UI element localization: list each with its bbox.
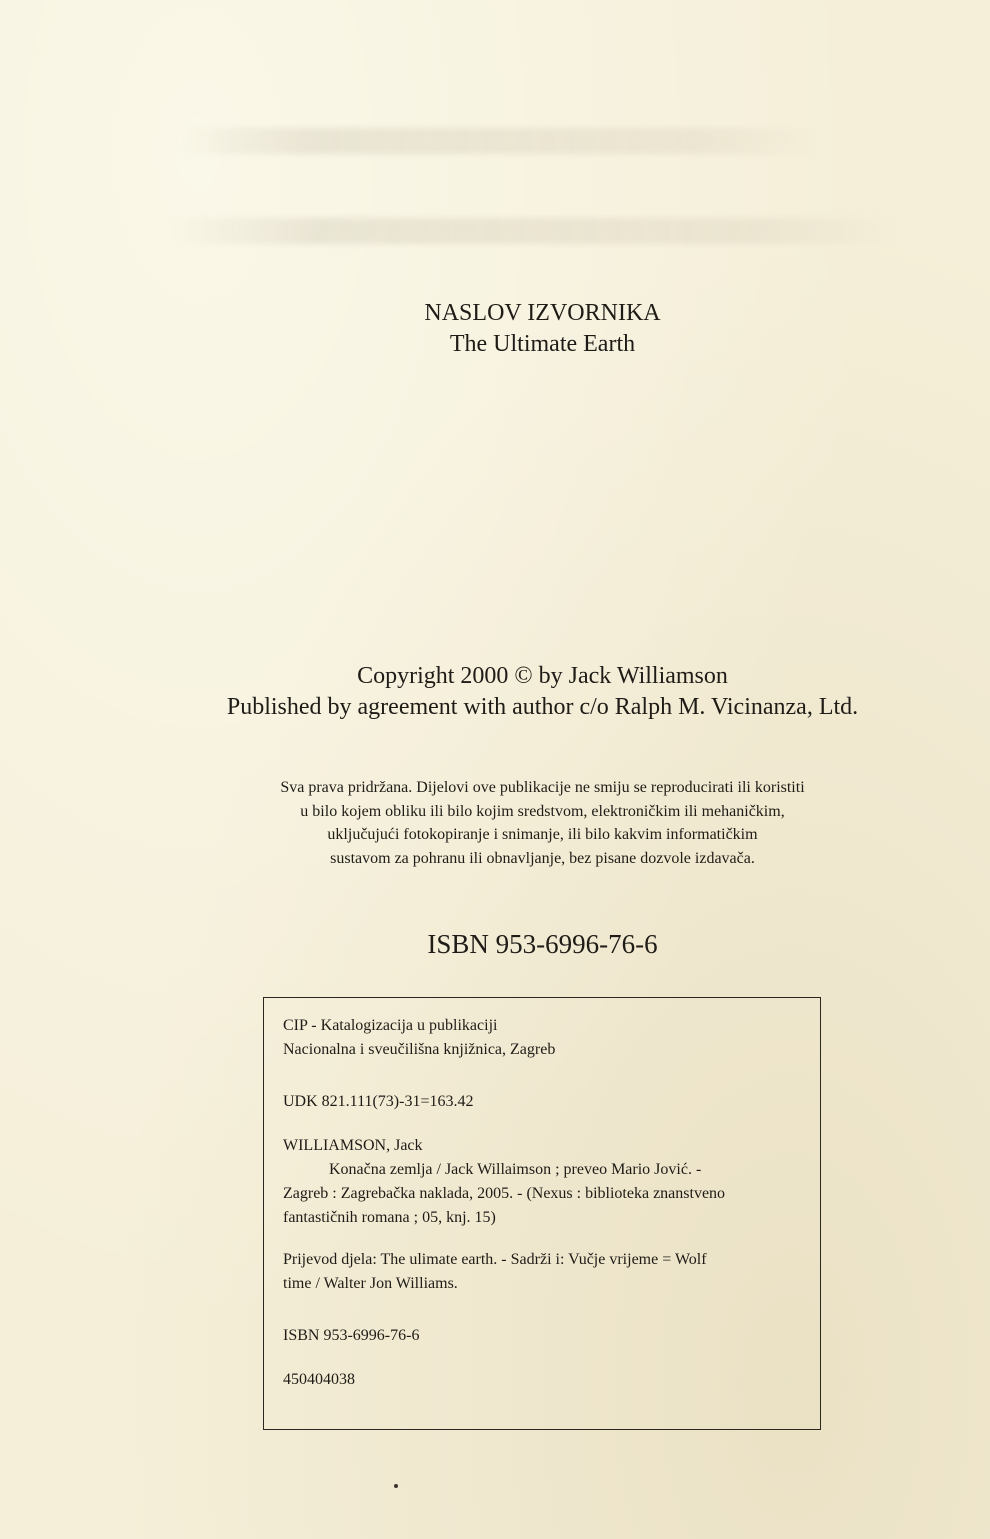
- cip-udk: UDK 821.111(73)-31=163.42: [283, 1093, 474, 1110]
- cip-author: WILLIAMSON, Jack: [283, 1137, 423, 1154]
- rights-line: u bilo kojem obliku ili bilo kojim sredstvom, elektroničkim ili mehaničkim,: [300, 802, 785, 820]
- cip-isbn: ISBN 953-6996-76-6: [283, 1327, 420, 1344]
- paper-speck: [394, 1484, 398, 1488]
- rights-reserved-notice: [0, 776, 990, 870]
- cip-entry-line: fantastičnih romana ; 05, knj. 15): [283, 1209, 496, 1226]
- publisher-agreement-line: Published by agreement with author c/o Ralph M. Vicinanza, Ltd.: [226, 694, 859, 720]
- cip-header: CIP - Katalogizacija u publikaciji: [283, 1017, 498, 1034]
- original-title-label: NASLOV IZVORNIKA: [424, 300, 661, 326]
- original-title: The Ultimate Earth: [449, 331, 636, 357]
- cip-record-id: 450404038: [283, 1371, 355, 1388]
- cip-entry-line: Konačna zemlja / Jack Willaimson ; preveo Mario Jović. -: [329, 1161, 702, 1178]
- show-through-text-shadow: [170, 218, 900, 244]
- copyright-line: Copyright 2000 © by Jack Williamson: [357, 663, 728, 689]
- rights-line: uključujući fotokopiranje i snimanje, ili bilo kakvim informatičkim: [327, 826, 758, 843]
- rights-line: sustavom za pohranu ili obnavljanje, bez pisane dozvole izdavača.: [330, 849, 755, 867]
- copyright-block: [0, 661, 990, 723]
- show-through-text-shadow: [180, 128, 820, 154]
- isbn-number: ISBN 953-6996-76-6: [427, 929, 658, 959]
- cip-catalog-record-box: [263, 997, 821, 1430]
- cip-entry-line: Zagreb : Zagrebačka naklada, 2005. - (Nexus : biblioteka znanstveno: [283, 1185, 726, 1202]
- rights-line: Sva prava pridržana. Dijelovi ove publikacije ne smiju se reproducirati ili koristiti: [280, 779, 805, 796]
- cip-note-line: Prijevod djela: The ulimate earth. - Sadrži i: Vučje vrijeme = Wolf: [283, 1251, 707, 1268]
- original-title-block: [0, 298, 990, 360]
- cip-library: Nacionalna i sveučilišna knjižnica, Zagreb: [283, 1041, 556, 1058]
- cip-note-line: time / Walter Jon Williams.: [283, 1275, 458, 1292]
